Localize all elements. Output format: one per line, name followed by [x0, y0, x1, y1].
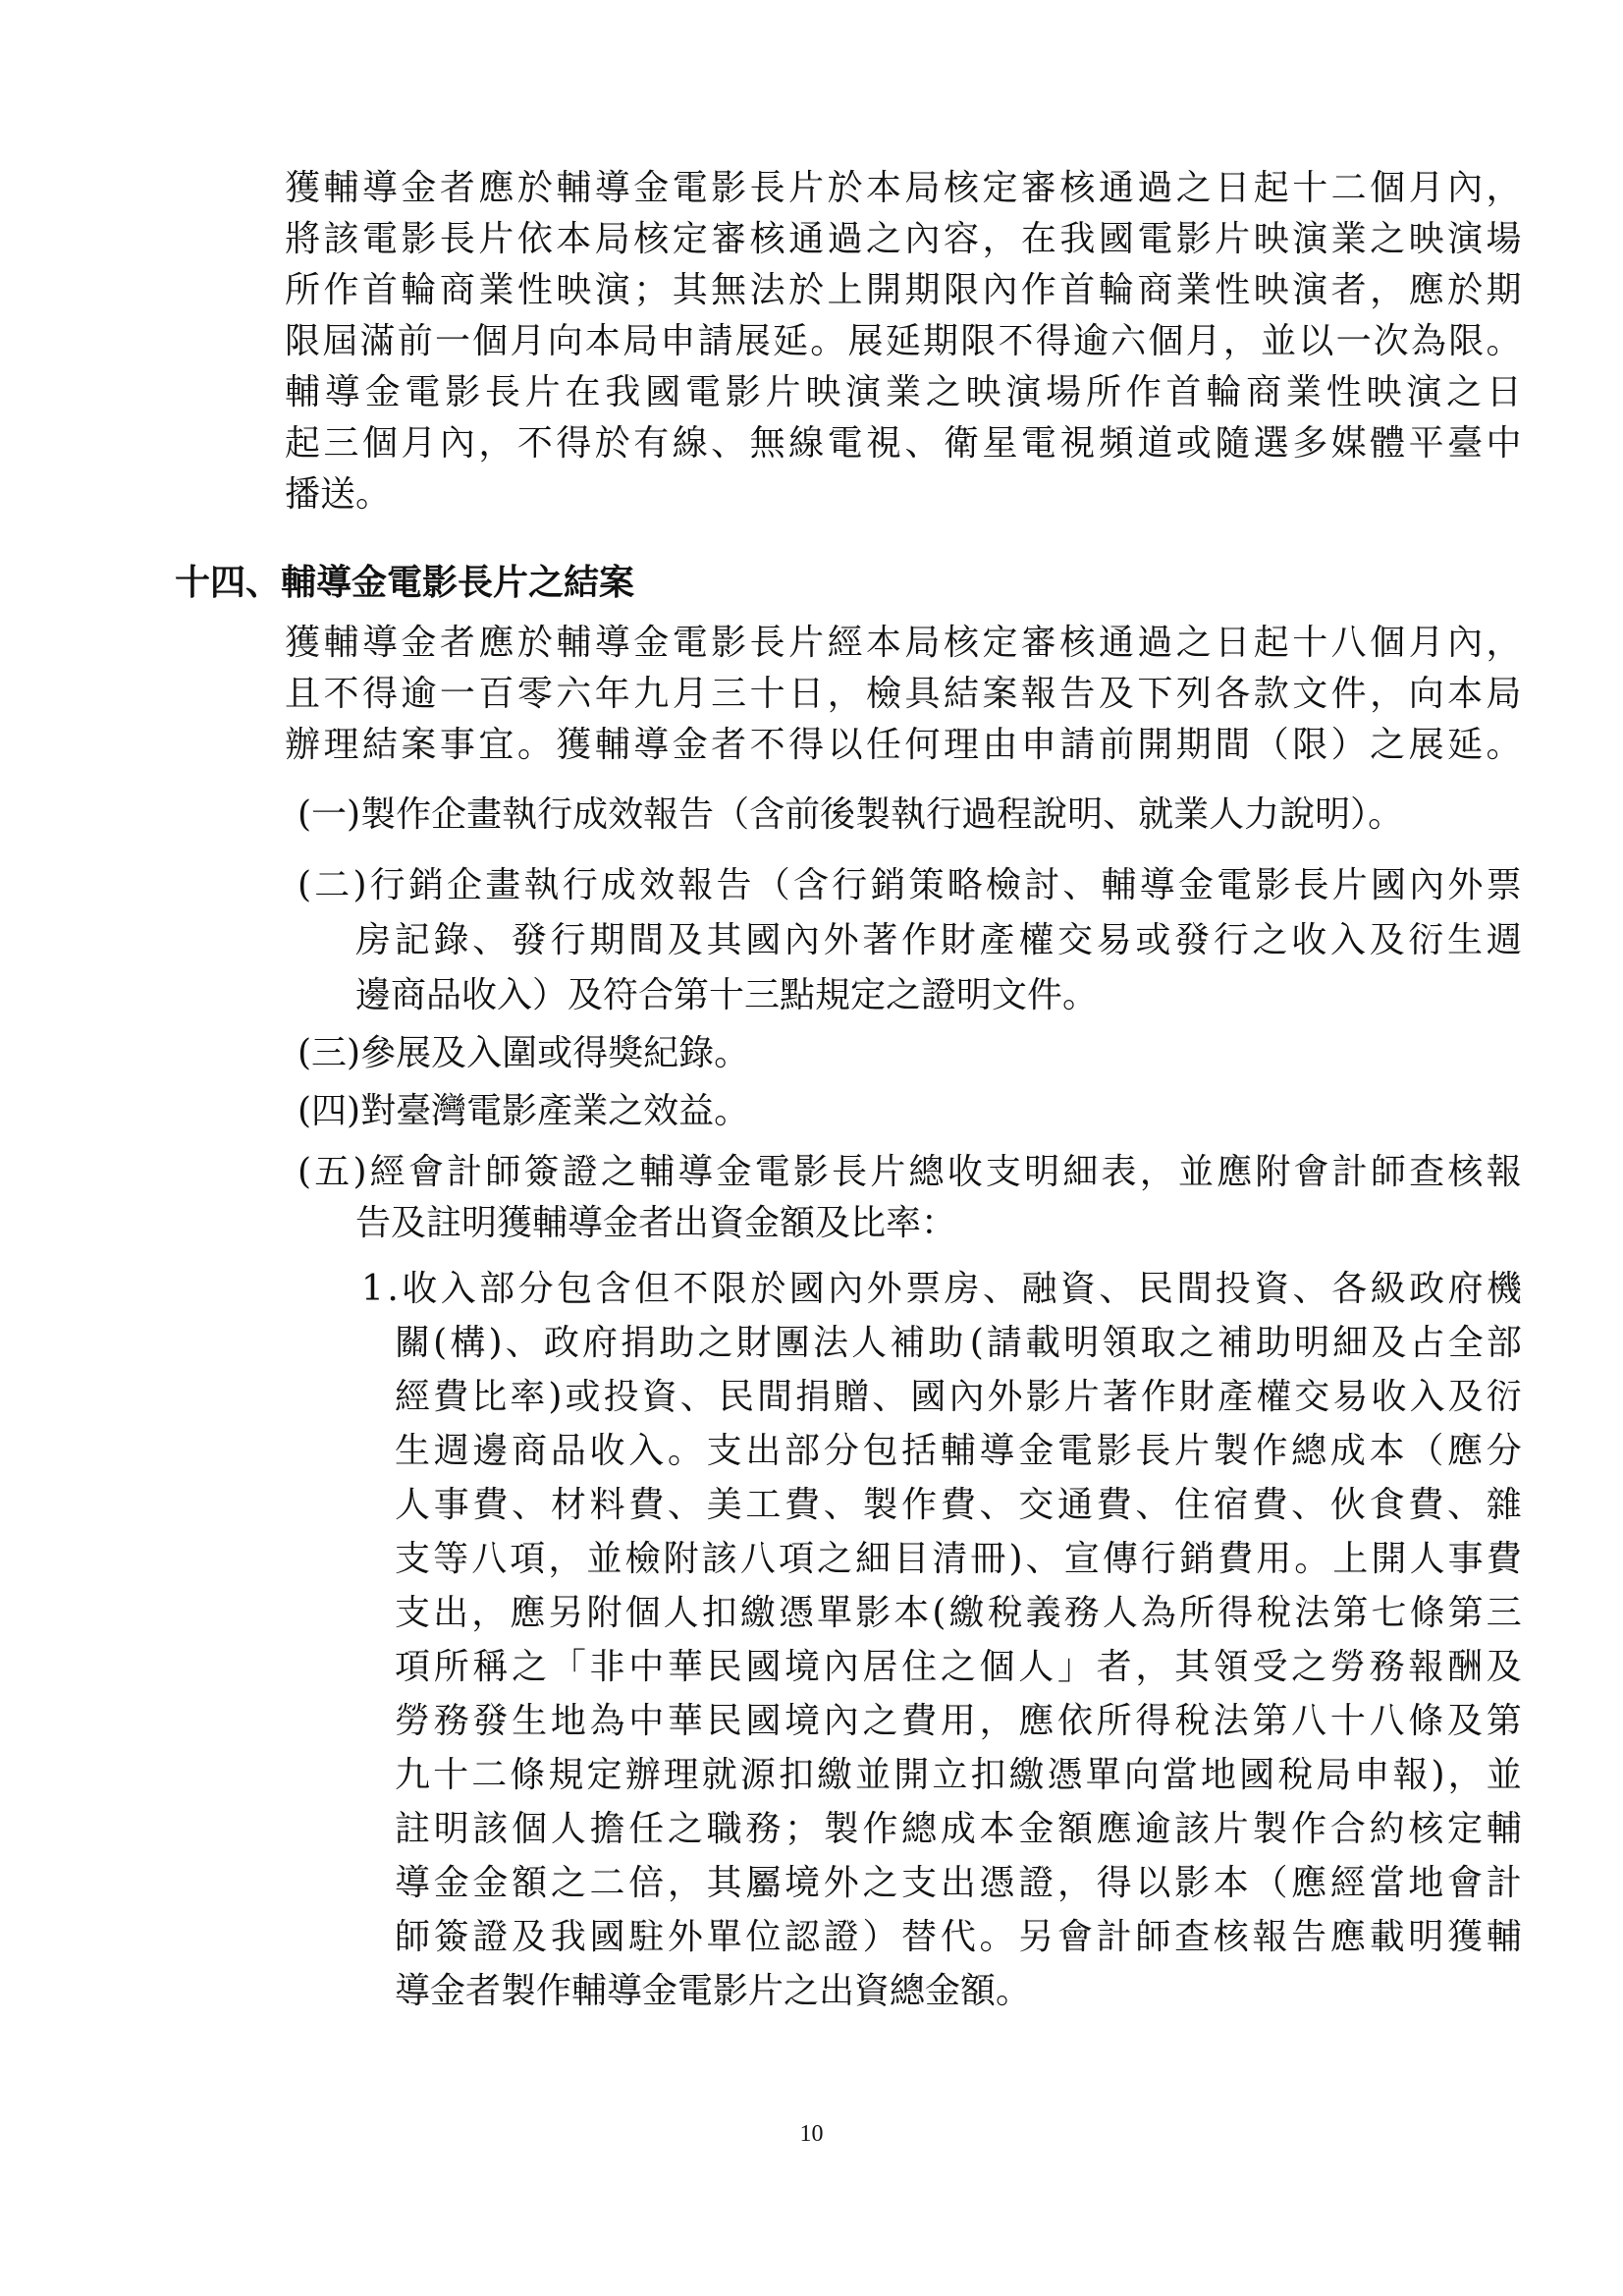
sub-item-line: 項 所 稱 之 「 非 中 華 民 國 境 內 居 住 之 個 人 」 者 ， 其 領 受 之 勞 務 報 酬 及: [395, 1647, 1522, 1687]
sub-item-line: 經 費 比 率 ) 或 投 資 、 民 間 捐 贈 、 國 內 外 影 片 著 作 財 產 權 交 易 收 入 及 衍: [395, 1377, 1522, 1417]
list-item-line: 告及註明獲輔導金者出資金額及比率：: [355, 1203, 957, 1243]
paragraph-line: 輔 導 金 電 影 長 片 在 我 國 電 影 片 映 演 業 之 映 演 場 所 作 首 輪 商 業 性 映 演 之 日: [285, 372, 1522, 412]
page-number: 10: [799, 2121, 824, 2147]
list-item-4: (四)對臺灣電影產業之效益。: [298, 1091, 750, 1131]
sub-item-line: 導 金 金 額 之 二 倍 ， 其 屬 境 外 之 支 出 憑 證 ， 得 以 影 本 （ 應 經 當 地 會 計: [395, 1863, 1522, 1903]
sub-item-line: 生 週 邊 商 品 收 入 。 支 出 部 分 包 括 輔 導 金 電 影 長 片 製 作 總 成 本 （ 應 分: [395, 1431, 1522, 1471]
paragraph-line: 將 該 電 影 長 片 依 本 局 核 定 審 核 通 過 之 內 容 ， 在 我 國 電 影 片 映 演 業 之 映 演 場: [285, 219, 1522, 259]
paragraph-line: 起 三 個 月 內 ， 不 得 於 有 線 、 無 線 電 視 、 衛 星 電 視 頻 道 或 隨 選 多 媒 體 平 臺 中: [285, 423, 1522, 464]
list-item-line: 房 記 錄 、 發 行 期 間 及 其 國 內 外 著 作 財 產 權 交 易 或 發 行 之 收 入 及 衍 生 週: [355, 920, 1522, 960]
sub-item-line: 人 事 費 、 材 料 費 、 美 工 費 、 製 作 費 、 交 通 費 、 住 宿 費 、 伙 食 費 、 雜: [395, 1485, 1522, 1525]
paragraph-line: 且 不 得 逾 一 百 零 六 年 九 月 三 十 日 ， 檢 具 結 案 報 告 及 下 列 各 款 文 件 ， 向 本 局: [285, 674, 1522, 714]
list-item-3: (三)參展及入圍或得獎紀錄。: [298, 1033, 750, 1073]
list-item-line: ( 五 ) 經 會 計 師 簽 證 之 輔 導 金 電 影 長 片 總 收 支 明 細 表 ， 並 應 附 會 計 師 查 核 報: [298, 1152, 1522, 1192]
paragraph-line: 播送。: [285, 474, 392, 515]
section-heading: 十四、輔導金電影長片之結案: [175, 562, 635, 603]
sub-item-line: 支 等 八 項 ， 並 檢 附 該 八 項 之 細 目 清 冊 ) 、 宣 傳 行 銷 費 用 。 上 開 人 事 費: [395, 1539, 1522, 1579]
paragraph-line: 獲 輔 導 金 者 應 於 輔 導 金 電 影 長 片 於 本 局 核 定 審 核 通 過 之 日 起 十 二 個 月 內 ，: [285, 168, 1522, 208]
sub-item-line: 九 十 二 條 規 定 辦 理 就 源 扣 繳 並 開 立 扣 繳 憑 單 向 當 地 國 稅 局 申 報 ) ， 並: [395, 1755, 1522, 1795]
sub-item-line: 關 ( 構 ) 、 政 府 捐 助 之 財 團 法 人 補 助 ( 請 載 明 領 取 之 補 助 明 細 及 占 全 部: [395, 1323, 1522, 1363]
list-item-1: (一)製作企畫執行成效報告（含前後製執行過程說明、就業人力說明）。: [298, 794, 1404, 835]
sub-item-line: 師 簽 證 及 我 國 駐 外 單 位 認 證 ） 替 代 。 另 會 計 師 查 核 報 告 應 載 明 獲 輔: [395, 1917, 1522, 1957]
paragraph-line: 辦 理 結 案 事 宜 。 獲 輔 導 金 者 不 得 以 任 何 理 由 申 請 前 開 期 間 （ 限 ） 之 展 延 。: [285, 725, 1522, 765]
sub-item-line: 註 明 該 個 人 擔 任 之 職 務 ； 製 作 總 成 本 金 額 應 逾 該 片 製 作 合 約 核 定 輔: [395, 1809, 1522, 1849]
paragraph-line: 所 作 首 輪 商 業 性 映 演 ； 其 無 法 於 上 開 期 限 內 作 首 輪 商 業 性 映 演 者 ， 應 於 期: [285, 270, 1522, 310]
paragraph-line: 限 屆 滿 前 一 個 月 向 本 局 申 請 展 延 。 展 延 期 限 不 得 逾 六 個 月 ， 並 以 一 次 為 限 。: [285, 321, 1522, 361]
sub-item-line: 導金者製作輔導金電影片之出資總金額。: [395, 1971, 1032, 2011]
paragraph-line: 獲 輔 導 金 者 應 於 輔 導 金 電 影 長 片 經 本 局 核 定 審 核 通 過 之 日 起 十 八 個 月 內 ，: [285, 623, 1522, 663]
list-item-line: ( 二 ) 行 銷 企 畫 執 行 成 效 報 告 （ 含 行 銷 策 略 檢 討 、 輔 導 金 電 影 長 片 國 內 外 票: [298, 865, 1522, 905]
sub-item-line: 勞 務 發 生 地 為 中 華 民 國 境 內 之 費 用 ， 應 依 所 得 稅 法 第 八 十 八 條 及 第: [395, 1701, 1522, 1741]
list-item-line: 邊商品收入）及符合第十三點規定之證明文件。: [355, 975, 1099, 1015]
sub-item-line: 1 . 收 入 部 分 包 含 但 不 限 於 國 內 外 票 房 、 融 資 、 民 間 投 資 、 各 級 政 府 機: [361, 1269, 1522, 1309]
sub-item-line: 支 出 ， 應 另 附 個 人 扣 繳 憑 單 影 本 ( 繳 稅 義 務 人 為 所 得 稅 法 第 七 條 第 三: [395, 1593, 1522, 1633]
